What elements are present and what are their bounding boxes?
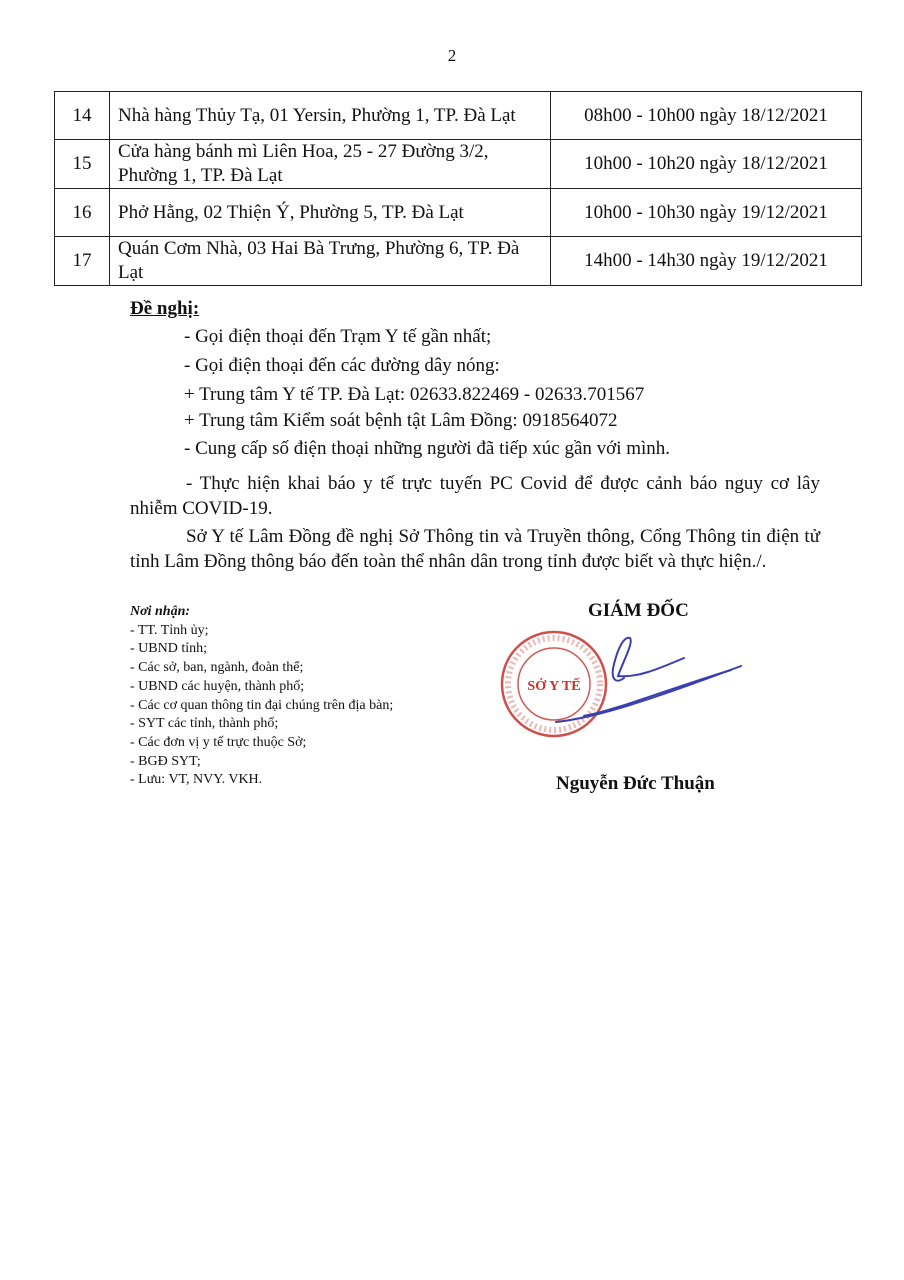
place-cell: Phở Hằng, 02 Thiện Ý, Phường 5, TP. Đà Lạt bbox=[110, 189, 551, 237]
seal-and-signature bbox=[496, 628, 746, 740]
row-number: 17 bbox=[55, 237, 110, 286]
table-row bbox=[55, 189, 862, 237]
signer-title: GIÁM ĐỐC bbox=[588, 600, 689, 621]
locations-table bbox=[54, 91, 862, 286]
official-seal-icon bbox=[502, 632, 606, 736]
recipient-item: - Lưu: VT, NVY. VKH. bbox=[130, 772, 263, 788]
recipient-item: - TT. Tỉnh ủy; bbox=[130, 622, 209, 638]
row-number: 14 bbox=[55, 92, 110, 140]
handwritten-signature-icon bbox=[556, 638, 741, 722]
page-number: 2 bbox=[447, 46, 457, 65]
proposal-heading: Đề nghị: bbox=[130, 298, 200, 319]
recipients-list bbox=[130, 603, 393, 790]
closing-paragraph: Sở Y tế Lâm Đồng đề nghị Sở Thông tin và Truyền thông, Cổng Thông tin điện tử tỉnh Lâm Đồng thông báo đến toàn thể nhân dân trong tỉnh được biết và thực hiện./. bbox=[130, 526, 820, 572]
recipient-item: - UBND các huyện, thành phố; bbox=[130, 678, 305, 694]
recipient-item: - SYT các tỉnh, thành phố; bbox=[130, 716, 279, 732]
recipient-item: - Các cơ quan thông tin đại chúng trên địa bàn; bbox=[130, 697, 394, 713]
time-cell: 10h00 - 10h30 ngày 19/12/2021 bbox=[551, 189, 862, 237]
row-number: 16 bbox=[55, 189, 110, 237]
hotline-item: + Trung tâm Kiểm soát bệnh tật Lâm Đồng: 0918564072 bbox=[184, 410, 618, 431]
proposal-item: - Gọi điện thoại đến các đường dây nóng: bbox=[184, 355, 500, 376]
time-cell: 14h00 - 14h30 ngày 19/12/2021 bbox=[551, 237, 862, 286]
recipient-item: - UBND tỉnh; bbox=[130, 641, 207, 657]
proposal-item: - Gọi điện thoại đến Trạm Y tế gần nhất; bbox=[184, 326, 492, 347]
table-row bbox=[55, 92, 862, 140]
place-cell: Cửa hàng bánh mì Liên Hoa, 25 - 27 Đường 3/2, Phường 1, TP. Đà Lạt bbox=[110, 140, 551, 189]
proposal-item: - Cung cấp số điện thoại những người đã tiếp xúc gần với mình. bbox=[184, 438, 671, 459]
hotline-item: + Trung tâm Y tế TP. Đà Lạt: 02633.822469 - 02633.701567 bbox=[184, 384, 645, 405]
recipient-item: - BGĐ SYT; bbox=[130, 753, 201, 769]
place-cell: Nhà hàng Thủy Tạ, 01 Yersin, Phường 1, TP. Đà Lạt bbox=[110, 92, 551, 140]
signer-name: Nguyễn Đức Thuận bbox=[556, 773, 715, 794]
time-cell: 10h00 - 10h20 ngày 18/12/2021 bbox=[551, 140, 862, 189]
declaration-paragraph: - Thực hiện khai báo y tế trực tuyến PC Covid để được cảnh báo nguy cơ lây nhiễm COVID-19. bbox=[130, 473, 820, 519]
table-row bbox=[55, 237, 862, 286]
svg-text:SỞ Y TẾ: SỞ Y TẾ bbox=[527, 679, 581, 694]
recipient-item: - Các đơn vị y tế trực thuộc Sở; bbox=[130, 734, 307, 750]
time-cell: 08h00 - 10h00 ngày 18/12/2021 bbox=[551, 92, 862, 140]
place-cell: Quán Cơm Nhà, 03 Hai Bà Trưng, Phường 6, TP. Đà Lạt bbox=[110, 237, 551, 286]
row-number: 15 bbox=[55, 140, 110, 189]
table-row bbox=[55, 140, 862, 189]
recipients-title: Nơi nhận: bbox=[130, 604, 191, 619]
recipient-item: - Các sở, ban, ngành, đoàn thể; bbox=[130, 660, 304, 676]
